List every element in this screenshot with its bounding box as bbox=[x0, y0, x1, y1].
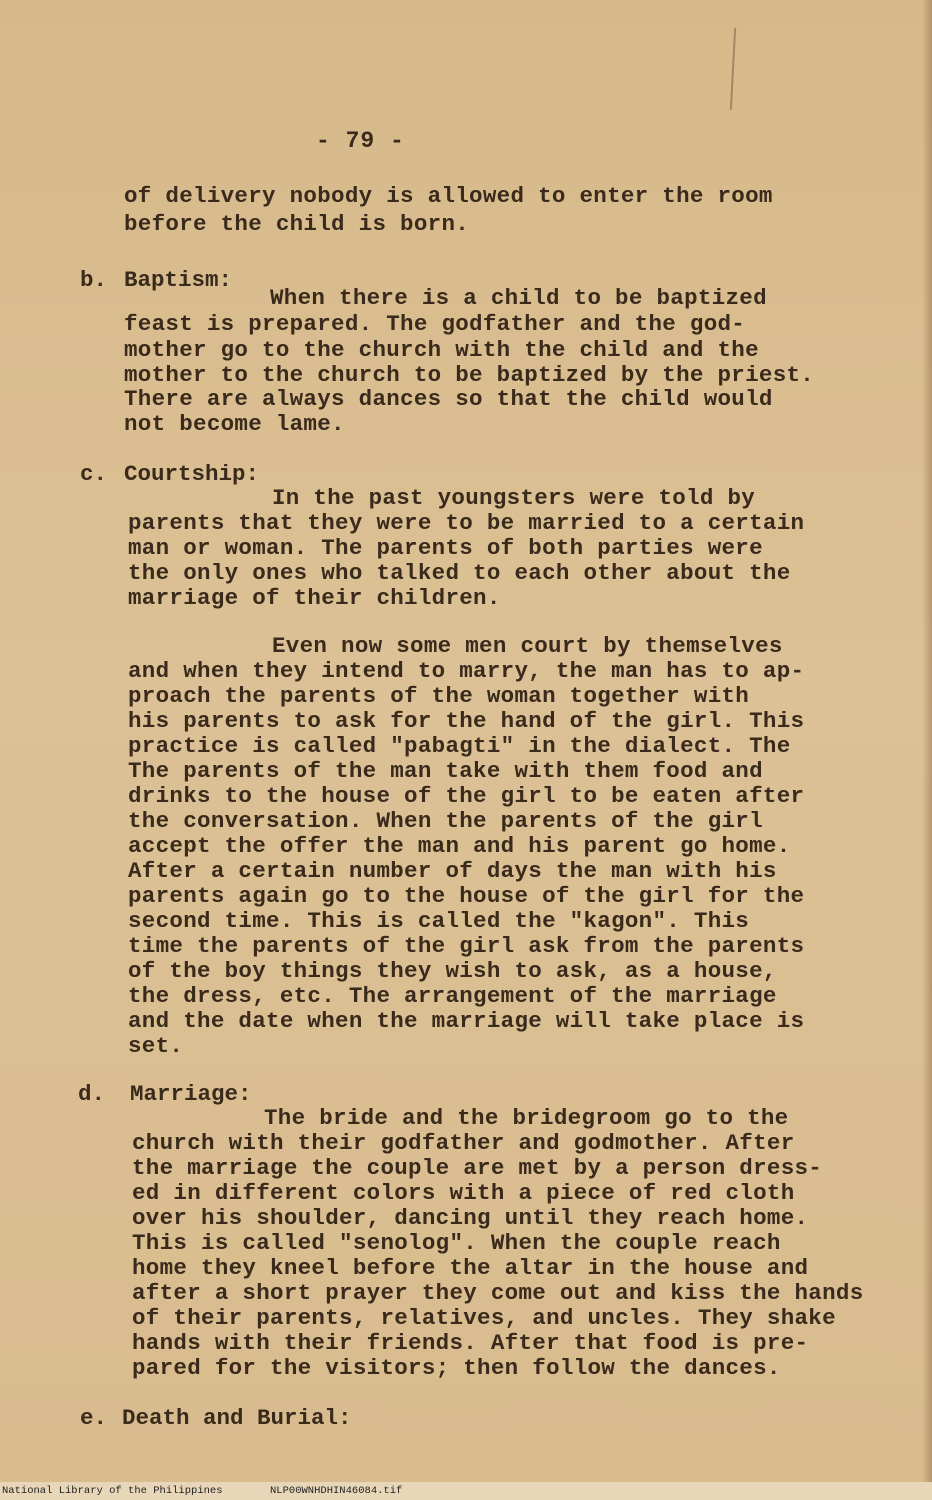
text-line: and when they intend to marry, the man has to ap- bbox=[128, 658, 805, 684]
text-line: There are always dances so that the child would bbox=[124, 386, 773, 412]
text-line: proach the parents of the woman together with bbox=[128, 683, 750, 709]
text-line: When there is a child to be baptized bbox=[270, 285, 767, 311]
section-letter-c: c. bbox=[80, 461, 108, 487]
text-line: pared for the visitors; then follow the dances. bbox=[132, 1355, 781, 1381]
text-line: after a short prayer they come out and kiss the hands bbox=[132, 1280, 864, 1306]
text-line: drinks to the house of the girl to be eaten after bbox=[128, 783, 805, 809]
text-line: Even now some men court by themselves bbox=[272, 633, 783, 659]
text-line: parents that they were to be married to a certain bbox=[128, 510, 805, 536]
text-line: hands with their friends. After that food is pre- bbox=[132, 1330, 809, 1356]
text-line: the dress, etc. The arrangement of the marriage bbox=[128, 983, 777, 1009]
text-line: of their parents, relatives, and uncles. They shake bbox=[132, 1305, 836, 1331]
text-line: his parents to ask for the hand of the girl. This bbox=[128, 708, 805, 734]
text-line: The bride and the bridegroom go to the bbox=[264, 1105, 789, 1131]
text-line: set. bbox=[128, 1033, 184, 1059]
section-title-baptism: Baptism: bbox=[124, 267, 233, 293]
text-line: the conversation. When the parents of the girl bbox=[128, 808, 763, 834]
section-title-courtship: Courtship: bbox=[124, 461, 260, 487]
text-line: and the date when the marriage will take place is bbox=[128, 1008, 805, 1034]
text-line: accept the offer the man and his parent go home. bbox=[128, 833, 791, 859]
section-title-death-and-burial: Death and Burial: bbox=[122, 1405, 352, 1431]
text-line: mother go to the church with the child and the bbox=[124, 337, 759, 363]
section-letter-d: d. bbox=[78, 1081, 106, 1107]
text-line: parents again go to the house of the girl for the bbox=[128, 883, 805, 909]
text-line: feast is prepared. The godfather and the god- bbox=[124, 311, 746, 337]
text-line: home they kneel before the altar in the house and bbox=[132, 1255, 809, 1281]
text-line: second time. This is called the "kagon". This bbox=[128, 908, 750, 934]
page-number: - 79 - bbox=[316, 128, 405, 154]
text-line: of the boy things they wish to ask, as a house, bbox=[128, 958, 777, 984]
text-line: man or woman. The parents of both parties were bbox=[128, 535, 763, 561]
text-line: ed in different colors with a piece of red cloth bbox=[132, 1180, 795, 1206]
text-line: before the child is born. bbox=[124, 211, 470, 237]
footer-filename: NLP00WNHDHIN46084.tif bbox=[270, 1485, 403, 1497]
text-line: of delivery nobody is allowed to enter the room bbox=[124, 183, 773, 209]
text-line: the only ones who talked to each other about the bbox=[128, 560, 791, 586]
page-edge-shadow bbox=[922, 0, 932, 1500]
footer-library: National Library of the Philippines bbox=[2, 1485, 223, 1497]
scan-footer bbox=[0, 1482, 932, 1500]
text-line: After a certain number of days the man with his bbox=[128, 858, 777, 884]
section-letter-e: e. bbox=[80, 1405, 108, 1431]
text-line: In the past youngsters were told by bbox=[272, 485, 756, 511]
text-line: over his shoulder, dancing until they reach home. bbox=[132, 1205, 809, 1231]
text-line: church with their godfather and godmother. After bbox=[132, 1130, 795, 1156]
text-line: time the parents of the girl ask from the parents bbox=[128, 933, 805, 959]
section-letter-b: b. bbox=[80, 267, 108, 293]
text-line: mother to the church to be baptized by the priest. bbox=[124, 362, 815, 388]
section-title-marriage: Marriage: bbox=[130, 1081, 252, 1107]
text-line: This is called "senolog". When the couple reach bbox=[132, 1230, 781, 1256]
text-line: the marriage the couple are met by a person dress- bbox=[132, 1155, 823, 1181]
text-line: The parents of the man take with them food and bbox=[128, 758, 763, 784]
pencil-mark bbox=[730, 28, 736, 110]
text-line: practice is called "pabagti" in the dialect. The bbox=[128, 733, 791, 759]
text-line: not become lame. bbox=[124, 411, 345, 437]
text-line: marriage of their children. bbox=[128, 585, 501, 611]
